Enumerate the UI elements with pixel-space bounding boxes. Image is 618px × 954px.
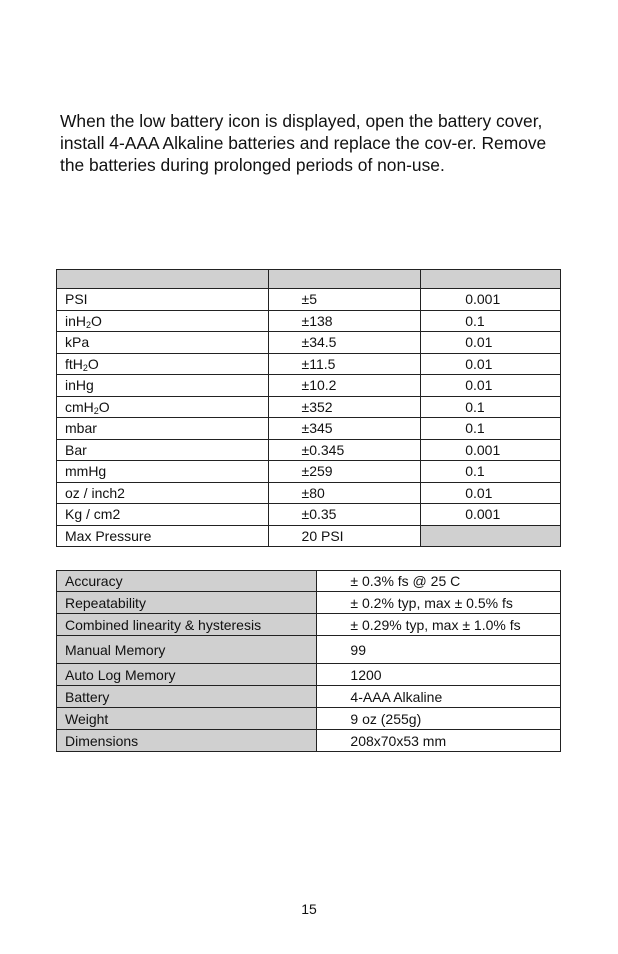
unit-cell: inHg (57, 375, 269, 397)
spec-value: 208x70x53 mm (317, 730, 561, 752)
spec-label: Auto Log Memory (57, 664, 317, 686)
battery-instructions-paragraph: When the low battery icon is displayed, open the battery cover, install 4-AAA Alkaline batteries and replace the cov-er. Remove the batteries during prolonged periods of non-use. (60, 111, 547, 175)
table-row (57, 504, 561, 526)
resolution-cell: 0.1 (421, 461, 561, 483)
range-cell: ±34.5 (268, 332, 421, 354)
spec-row-linearity (57, 614, 561, 636)
resolution-cell: 0.01 (421, 332, 561, 354)
resolution-cell: 0.001 (421, 289, 561, 311)
table-row (57, 482, 561, 504)
spec-row-repeatability (57, 592, 561, 614)
unit-cell: inH$_2$O (57, 310, 269, 332)
pressure-range-table (56, 269, 561, 547)
range-cell: ±259 (268, 461, 421, 483)
resolution-cell: 0.01 (421, 353, 561, 375)
unit-cell: Max Pressure (57, 525, 269, 547)
unit-cell: kPa (57, 332, 269, 354)
table-row (57, 439, 561, 461)
table-row (57, 418, 561, 440)
spec-label: Combined linearity & hysteresis (57, 614, 317, 636)
spec-row-dimensions (57, 730, 561, 752)
unit-cell: PSI (57, 289, 269, 311)
range-cell: ±5 (268, 289, 421, 311)
header-cell (268, 270, 421, 289)
specifications-table (56, 570, 561, 752)
range-cell: ±11.5 (268, 353, 421, 375)
spec-value: 9 oz (255g) (317, 708, 561, 730)
range-cell: ±138 (268, 310, 421, 332)
unit-cell: mmHg (57, 461, 269, 483)
header-cell (421, 270, 561, 289)
table-row-max-pressure (57, 525, 561, 547)
resolution-cell: 0.001 (421, 504, 561, 526)
table-row (57, 396, 561, 418)
spec-value: 99 (317, 636, 561, 664)
resolution-cell: 0.001 (421, 439, 561, 461)
page-number: 15 (301, 901, 317, 917)
unit-cell: cmH$_2$O (57, 396, 269, 418)
spec-row-accuracy (57, 571, 561, 592)
table-row (57, 375, 561, 397)
range-cell: ±352 (268, 396, 421, 418)
resolution-cell: 0.01 (421, 375, 561, 397)
unit-cell: ftH$_2$O (57, 353, 269, 375)
spec-label: Battery (57, 686, 317, 708)
table-row (57, 353, 561, 375)
spec-label: Dimensions (57, 730, 317, 752)
spec-value: ± 0.29% typ, max ± 1.0% fs (317, 614, 561, 636)
range-cell: ±345 (268, 418, 421, 440)
spec-label: Manual Memory (57, 636, 317, 664)
spec-row-weight (57, 708, 561, 730)
table-row (57, 310, 561, 332)
resolution-cell: 0.1 (421, 310, 561, 332)
spec-row-auto-log-memory (57, 664, 561, 686)
table-row (57, 289, 561, 311)
table-header-row (57, 270, 561, 289)
table-row (57, 332, 561, 354)
spec-label: Weight (57, 708, 317, 730)
resolution-cell (421, 525, 561, 547)
resolution-cell: 0.1 (421, 396, 561, 418)
range-cell: ±10.2 (268, 375, 421, 397)
spec-value: ± 0.2% typ, max ± 0.5% fs (317, 592, 561, 614)
spec-value: 4-AAA Alkaline (317, 686, 561, 708)
unit-cell: oz / inch2 (57, 482, 269, 504)
table-row (57, 461, 561, 483)
spec-label: Repeatability (57, 592, 317, 614)
unit-cell: mbar (57, 418, 269, 440)
resolution-cell: 0.01 (421, 482, 561, 504)
range-cell: ±0.345 (268, 439, 421, 461)
resolution-cell: 0.1 (421, 418, 561, 440)
unit-cell: Kg / cm2 (57, 504, 269, 526)
range-cell: ±80 (268, 482, 421, 504)
unit-cell: Bar (57, 439, 269, 461)
range-cell: 20 PSI (268, 525, 421, 547)
spec-row-manual-memory (57, 636, 561, 664)
header-cell (57, 270, 269, 289)
range-cell: ±0.35 (268, 504, 421, 526)
spec-value: ± 0.3% fs @ 25 C (317, 571, 561, 592)
spec-value: 1200 (317, 664, 561, 686)
spec-label: Accuracy (57, 571, 317, 592)
spec-row-battery (57, 686, 561, 708)
